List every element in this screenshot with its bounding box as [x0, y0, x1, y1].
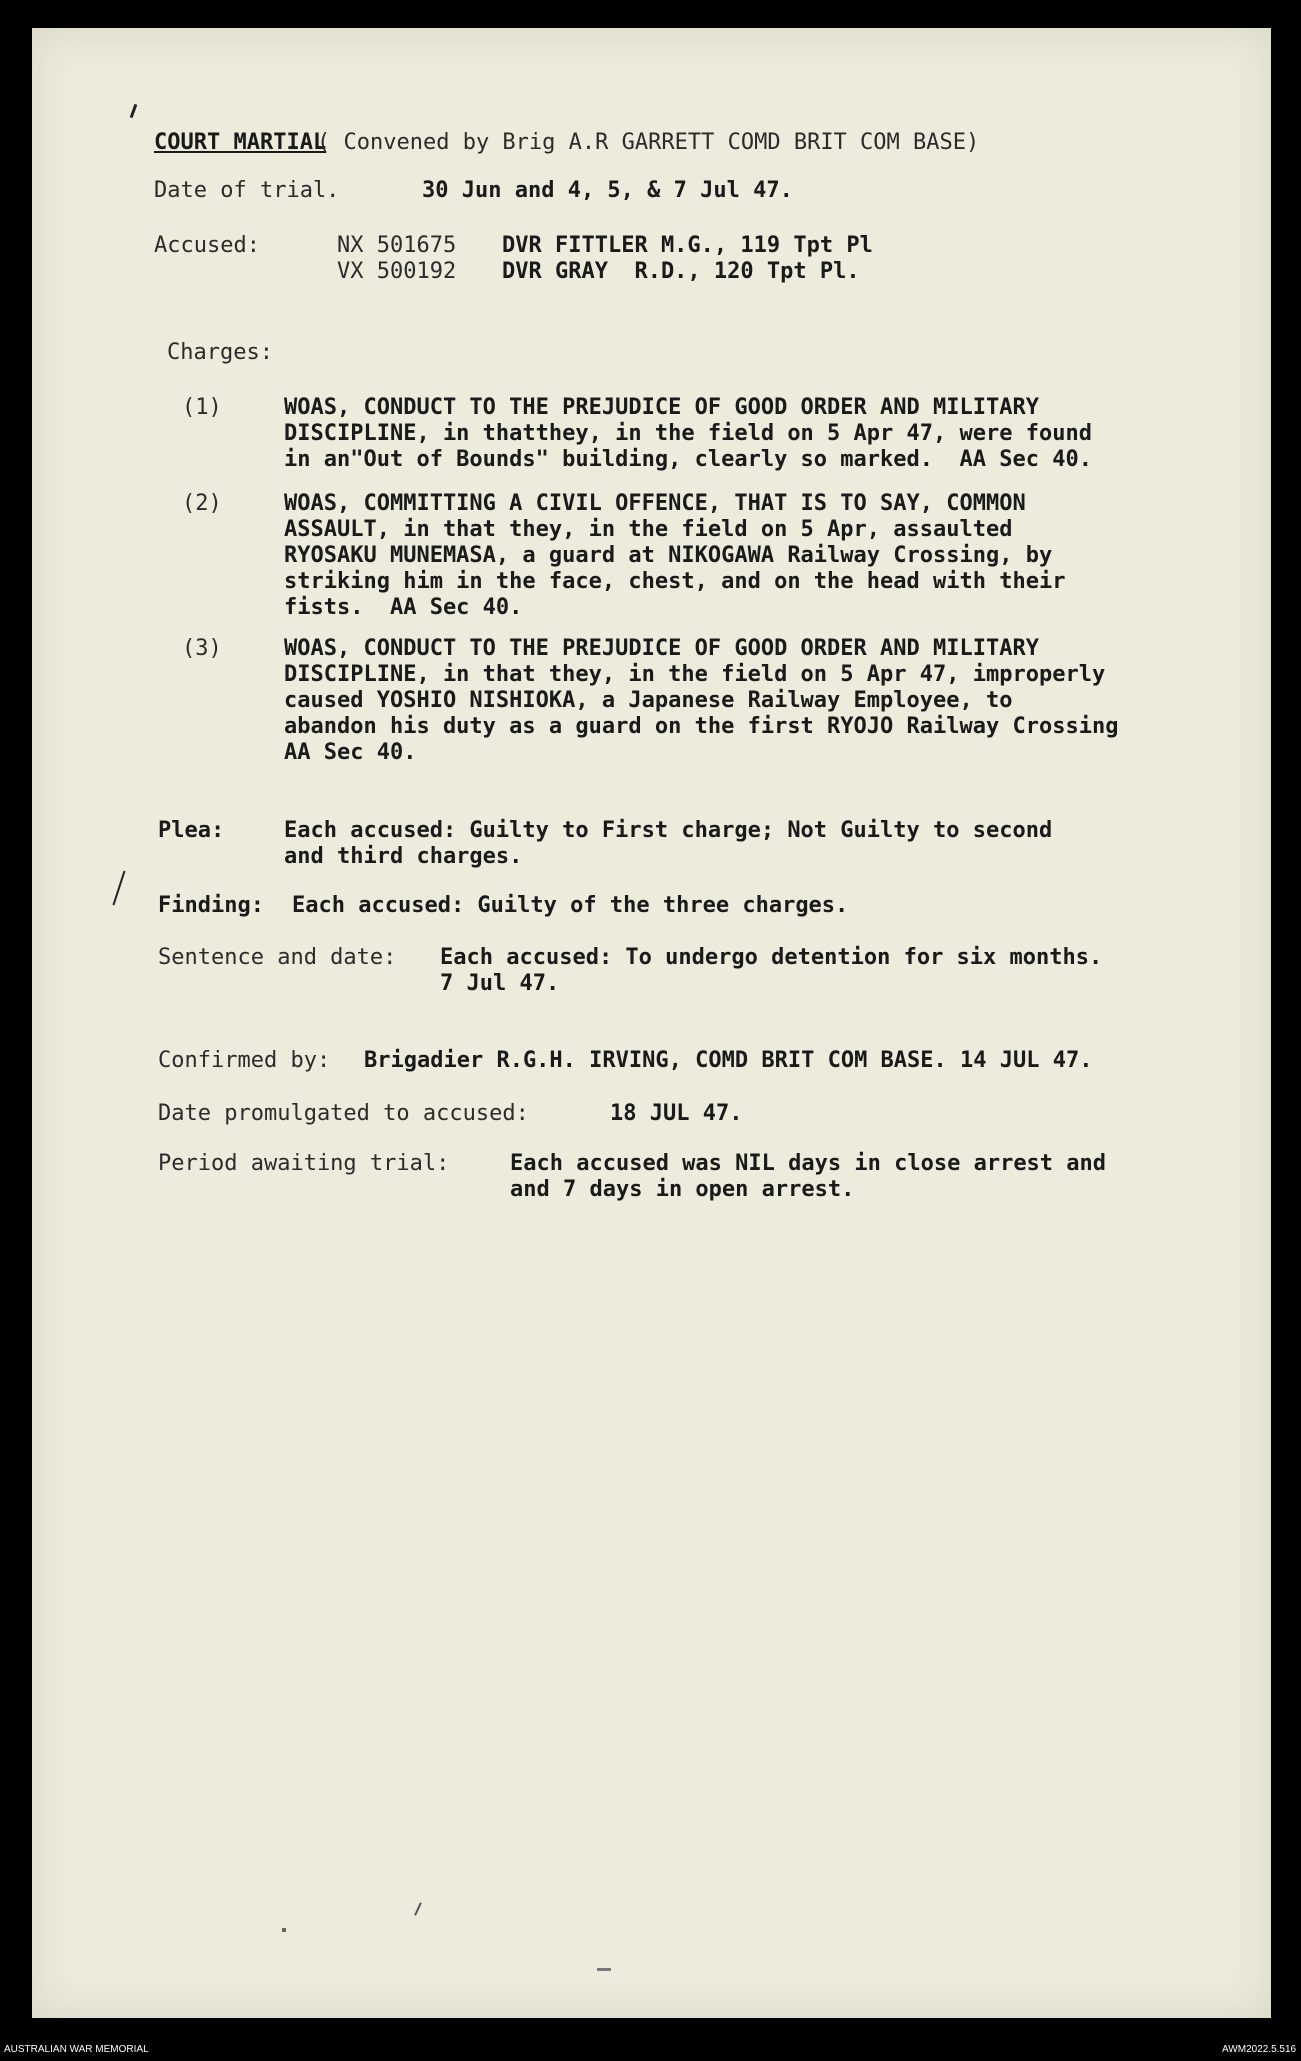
awaiting-value: Each accused was NIL days in close arrest and — [510, 1151, 1107, 1176]
charge-number: (1) — [182, 395, 222, 420]
charge-text: WOAS, CONDUCT TO THE PREJUDICE OF GOOD ORDER AND MILITARY DISCIPLINE, in that they, in the field on 5 Apr 47, improperly caused YOSHIO NISHIOKA, a Japanese Railway Employee, to abandon his duty as a guard on the first RYOJO Railway Crossing AA Sec 40. — [284, 636, 1119, 765]
charges-label: Charges: — [167, 340, 273, 365]
charge-number: (2) — [182, 491, 222, 516]
ink-speck — [414, 1902, 422, 1916]
plea-text: Each accused: Guilty to First charge; Not Guilty to second and third charges. — [284, 818, 1053, 869]
promulgated-label: Date promulgated to accused: — [158, 1101, 529, 1126]
margin-mark — [112, 871, 125, 906]
awaiting-value: and 7 days in open arrest. — [510, 1177, 855, 1202]
date-of-trial-label: Date of trial. — [154, 178, 340, 203]
sentence-label: Sentence and date: — [158, 945, 397, 970]
awaiting-label: Period awaiting trial: — [158, 1151, 450, 1176]
footer-left: AUSTRALIAN WAR MEMORIAL — [4, 2044, 149, 2055]
pen-mark — [130, 104, 138, 118]
sentence-value: Each accused: To undergo detention for six months. — [440, 945, 1103, 970]
ink-speck — [597, 1968, 611, 1971]
charge-text: WOAS, CONDUCT TO THE PREJUDICE OF GOOD ORDER AND MILITARY DISCIPLINE, in thatthey, in the field on 5 Apr 47, were found in an"Out of Bounds" building, clearly so marked. AA Sec 40. — [284, 395, 1092, 472]
document-page — [32, 28, 1271, 2018]
convened-by: ( Convened by Brig A.R GARRETT COMD BRIT COM BASE) — [317, 130, 980, 155]
accused-number: NX 501675 — [337, 233, 457, 258]
finding-value: Each accused: Guilty of the three charges. — [292, 893, 849, 918]
promulgated-value: 18 JUL 47. — [610, 1101, 743, 1126]
accused-label: Accused: — [154, 233, 260, 258]
confirmed-value: Brigadier R.G.H. IRVING, COMD BRIT COM BASE. 14 JUL 47. — [364, 1048, 1093, 1073]
ink-speck — [282, 1928, 286, 1932]
footer-right: AWM2022.5.516 — [1222, 2044, 1297, 2055]
plea-label: Plea: — [158, 818, 225, 843]
charge-text: WOAS, COMMITTING A CIVIL OFFENCE, THAT IS TO SAY, COMMON ASSAULT, in that they, in the field on 5 Apr, assaulted RYOSAKU MUNEMASA, a guard at NIKOGAWA Railway Crossing, by striking him in the face, chest, and on the head with their fists. AA Sec 40. — [284, 491, 1066, 620]
accused-name: DVR FITTLER M.G., 119 Tpt Pl — [502, 233, 873, 258]
finding-label: Finding: — [158, 893, 264, 918]
document-title: COURT MARTIAL — [154, 130, 327, 155]
accused-name: DVR GRAY R.D., 120 Tpt Pl. — [502, 259, 860, 284]
accused-number: VX 500192 — [337, 259, 457, 284]
confirmed-label: Confirmed by: — [158, 1048, 331, 1073]
date-of-trial-value: 30 Jun and 4, 5, & 7 Jul 47. — [422, 178, 793, 203]
charge-number: (3) — [182, 636, 222, 661]
sentence-date: 7 Jul 47. — [440, 971, 560, 996]
